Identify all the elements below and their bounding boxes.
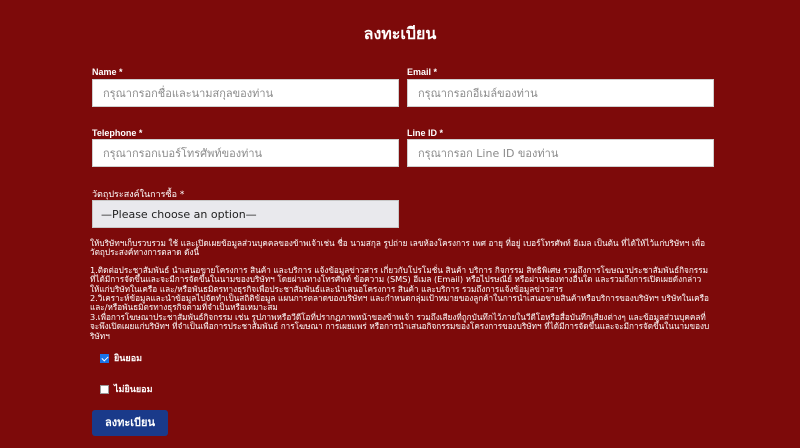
agree-option[interactable]	[100, 351, 142, 365]
register-button[interactable]: ลงทะเบียน	[92, 410, 168, 436]
telephone-label: Telephone *	[92, 128, 143, 138]
name-label: Name *	[92, 67, 123, 77]
agree-checkbox[interactable]	[100, 354, 109, 363]
disagree-option[interactable]	[100, 382, 153, 396]
purpose-label: วัตถุประสงค์ในการซื้อ *	[92, 190, 185, 200]
consent-item-1: 1.ติดต่อประชาสัมพันธ์ นำเสนอขายโครงการ สินค้า และบริการ แจ้งข้อมูลข่าวสาร เกี่ยวกับโปรโมชั่น สินค้า บริการ กิจกรรม สิทธิพิเศษ รวมถึงการโฆษณาประชาสัมพันธ์กิจกรรมที่ได้มีการจัดขึ้นและจะมีการจัดขึ้นในนามของบริษัทฯ โดยผ่านทางโทรศัพท์ ข้อความ (SMS) อีเมล (Email) หรือไปรษณีย์ หรือผ่านช่องทางอื่นใด และรวมถึงการเปิดเผยดังกล่าวให้แก่บริษัทในเครือ และ/หรือพันธมิตรทางธุรกิจเพื่อประชาสัมพันธ์และนำเสนอโครงการ สินค้า และบริการ รวมถึงการแจ้งข้อมูลข่าวสาร	[90, 265, 708, 294]
line-id-input[interactable]: กรุณากรอก Line ID ของท่าน	[407, 139, 714, 167]
disagree-label: ไม่ยินยอม	[114, 385, 153, 395]
line-id-label: Line ID *	[407, 128, 444, 138]
disagree-checkbox[interactable]	[100, 385, 109, 394]
agree-label: ยินยอม	[114, 354, 143, 364]
name-input[interactable]: กรุณากรอกชื่อและนามสกุลของท่าน	[92, 79, 399, 107]
consent-item-2: 2.วิเคราะห์ข้อมูลและนำข้อมูลไปจัดทำเป็นสถิติข้อมูล แผนการตลาดของบริษัทฯ และกำหนดกลุ่มเป้าหมายของลูกค้าในการนำเสนอขายสินค้าหรือบริการของบริษัทฯ บริษัทในเครือ และ/หรือพันธมิตรทางธุรกิจตามที่จำเป็นหรือเหมาะสม	[90, 293, 709, 313]
page-title: ลงทะเบียน	[363, 24, 437, 43]
email-label: Email *	[407, 67, 438, 77]
telephone-input[interactable]: กรุณากรอกเบอร์โทรศัพท์ของท่าน	[92, 139, 399, 167]
consent-item-3: 3.เพื่อการโฆษณาประชาสัมพันธ์กิจกรรม เช่น รูปภาพหรือวีดีโอที่ปรากฏภาพหน้าของข้าพเจ้า รวมถึงเสียงที่ถูกบันทึกไว้ภายในวีดีโอหรือสื่อบันทึกเสียงต่างๆ และข้อมูลส่วนบุคคลที่จะพึงเปิดเผยแก่บริษัทฯ ที่จำเป็นเพื่อการประชาสัมพันธ์ การโฆษณา การเผยแพร่ หรือการนำเสนอกิจกรรมของโครงการของบริษัทฯ ที่ได้มีการจัดขึ้นและจะมีการจัดขึ้นในนามของบริษัทฯ	[90, 312, 710, 341]
email-input[interactable]: กรุณากรอกอีเมล์ของท่าน	[407, 79, 714, 107]
consent-intro: ให้บริษัทฯเก็บรวบรวม ใช้ และเปิดเผยข้อมูลส่วนบุคคลของข้าพเจ้าเช่น ชื่อ นามสกุล รูปถ่าย เลขห้องโครงการ เพศ อายุ ที่อยู่ เบอร์โทรศัพท์ อีเมล เป็นต้น ที่ได้ให้ไว้แก่บริษัทฯ เพื่อวัตถุประสงค์ทางการตลาด ดังนี้	[90, 238, 705, 258]
purpose-select[interactable]: —Please choose an option—	[92, 200, 399, 228]
